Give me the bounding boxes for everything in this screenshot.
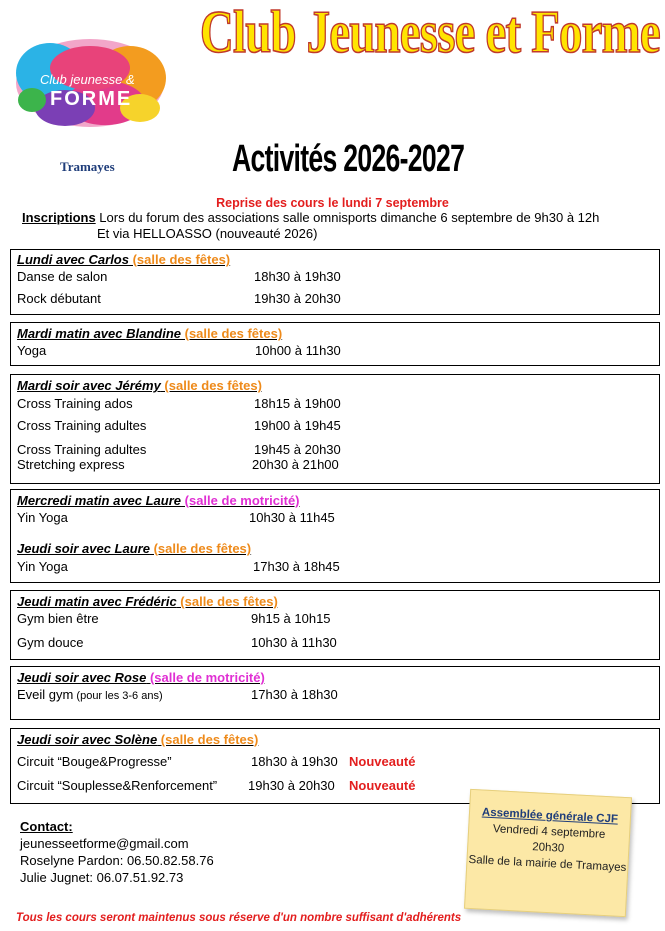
class-time: 10h00 à 11h30 [255, 343, 341, 358]
class-time: 20h30 à 21h00 [252, 457, 339, 472]
schedule-box-rose [10, 666, 660, 720]
class-name: Stretching express [17, 457, 125, 472]
class-time: 10h30 à 11h30 [251, 635, 337, 650]
activities-heading: Activités 2026-2027 [232, 138, 465, 180]
room-label: (salle de motricité) [181, 493, 300, 508]
contact-block [20, 818, 214, 886]
class-name: Circuit “Bouge&Progresse” [17, 754, 172, 769]
class-name: Gym douce [17, 635, 84, 650]
class-time: 10h30 à 11h45 [249, 510, 335, 525]
sticky-title: Assemblée générale CJF [481, 806, 619, 826]
schedule-box-solene [10, 728, 660, 804]
class-name: Yin Yoga [17, 559, 68, 574]
new-badge: Nouveauté [349, 754, 416, 769]
box-title: Mardi matin avec Blandine (salle des fêtes) [17, 326, 283, 341]
page-title: Club Jeunesse et Forme [200, 0, 660, 65]
sticky-time: 20h30 [531, 841, 565, 855]
class-name: Rock débutant [17, 291, 101, 306]
contact-person: Julie Jugnet: 06.07.51.92.73 [20, 870, 184, 885]
box-title: Mardi soir avec Jérémy (salle des fêtes) [17, 378, 262, 393]
class-time: 19h45 à 20h30 [254, 442, 341, 457]
room-label: (salle des fêtes) [128, 252, 231, 267]
new-badge: Nouveauté [349, 778, 416, 793]
class-time: 19h00 à 19h45 [254, 418, 341, 433]
class-name: Yoga [17, 343, 47, 358]
class-time: 17h30 à 18h30 [251, 687, 338, 702]
box-title: Jeudi matin avec Frédéric (salle des fêtes) [17, 594, 278, 609]
room-label: (salle des fêtes) [176, 594, 278, 609]
town-name: Tramayes [60, 159, 115, 174]
class-name: Cross Training adultes [17, 418, 147, 433]
sticky-place: Salle de la mairie de Tramayes [468, 853, 627, 875]
class-name: Yin Yoga [17, 510, 68, 525]
class-time: 19h30 à 20h30 [254, 291, 341, 306]
logo-text: Club jeunesse & [40, 72, 135, 87]
class-time: 18h30 à 19h30 [251, 754, 338, 769]
box-title: Jeudi soir avec Solène (salle des fêtes) [17, 732, 259, 747]
box-title: Lundi avec Carlos (salle des fêtes) [17, 252, 231, 267]
inscriptions-text: Lors du forum des associations salle omnisports dimanche 6 septembre de 9h30 à 12h [95, 210, 600, 225]
class-name: Cross Training adultes [17, 442, 147, 457]
class-time: 19h30 à 20h30 [248, 778, 335, 793]
class-name: Gym bien être [17, 611, 99, 626]
contact-person: Roselyne Pardon: 06.50.82.58.76 [20, 853, 214, 868]
sticky-note [464, 789, 632, 917]
class-time: 9h15 à 10h15 [251, 611, 331, 626]
club-logo [10, 28, 170, 138]
box-title: Jeudi soir avec Rose (salle de motricité) [17, 670, 265, 685]
class-name: Circuit “Souplesse&Renforcement” [17, 778, 218, 793]
room-label: (salle des fêtes) [181, 326, 283, 341]
class-name: Eveil gym (pour les 3-6 ans) [17, 687, 163, 702]
box-title: Mercredi matin avec Laure (salle de motricité) [17, 493, 300, 508]
contact-email[interactable]: jeunesseetforme@gmail.com [20, 836, 189, 851]
schedule-box-mardi-soir [10, 374, 660, 484]
room-label: (salle de motricité) [146, 670, 265, 685]
schedule-box-mardi-matin [10, 322, 660, 366]
class-name: Danse de salon [17, 269, 108, 284]
class-name: Cross Training ados [17, 396, 133, 411]
inscriptions-label: Inscriptions [22, 210, 96, 225]
schedule-box-lundi [10, 249, 660, 315]
class-time: 17h30 à 18h45 [253, 559, 340, 574]
class-time: 18h30 à 19h30 [254, 269, 341, 284]
schedule-box-laure [10, 489, 660, 583]
reprise-notice: Reprise des cours le lundi 7 septembre [216, 196, 449, 210]
schedule-box-jeudi-matin [10, 590, 660, 660]
class-time: 18h15 à 19h00 [254, 396, 341, 411]
footer-note: Tous les cours seront maintenus sous réserve d'un nombre suffisant d'adhérents [16, 912, 462, 924]
box-title: Jeudi soir avec Laure (salle des fêtes) [17, 541, 252, 556]
contact-heading: Contact: [20, 819, 73, 834]
inscriptions-line-2: Et via HELLOASSO (nouveauté 2026) [97, 226, 318, 241]
room-label: (salle des fêtes) [160, 378, 262, 393]
inscriptions-line [22, 210, 599, 225]
room-label: (salle des fêtes) [157, 732, 259, 747]
room-label: (salle des fêtes) [149, 541, 252, 556]
sticky-date: Vendredi 4 septembre [492, 823, 606, 841]
logo-text-forme: FORME [50, 88, 133, 110]
